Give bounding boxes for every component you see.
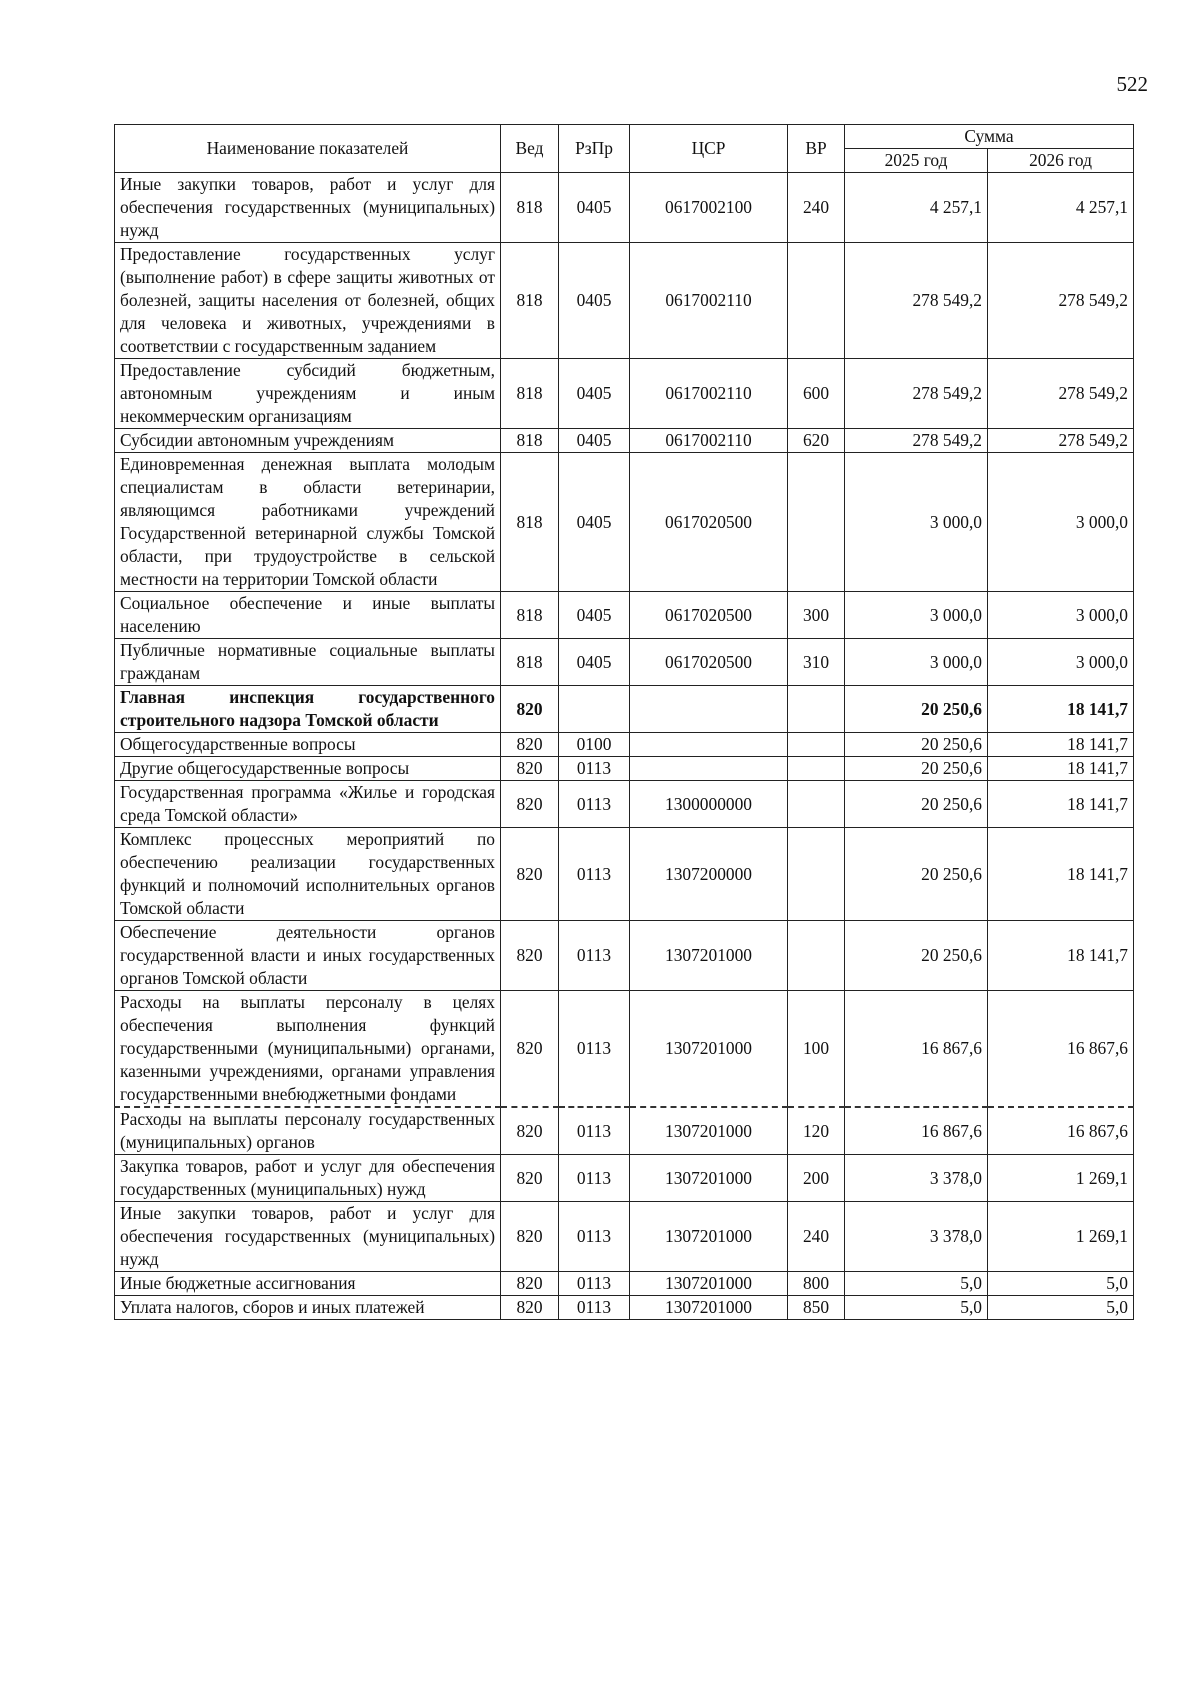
cell-y2025: 3 378,0 bbox=[845, 1155, 988, 1202]
cell-csr: 1307201000 bbox=[630, 991, 788, 1108]
cell-y2026: 18 141,7 bbox=[988, 733, 1134, 757]
header-vr: ВР bbox=[788, 125, 845, 173]
cell-vr: 620 bbox=[788, 429, 845, 453]
cell-rzpr bbox=[559, 686, 630, 733]
cell-ved: 818 bbox=[501, 639, 559, 686]
cell-csr bbox=[630, 757, 788, 781]
cell-csr: 0617020500 bbox=[630, 592, 788, 639]
cell-vr bbox=[788, 243, 845, 359]
page-number: 522 bbox=[1116, 72, 1148, 96]
cell-y2025: 20 250,6 bbox=[845, 781, 988, 828]
cell-name: Обеспечение деятельности органов государственной власти и иных государственных органов Томской области bbox=[115, 921, 501, 991]
table-body bbox=[115, 173, 1134, 1320]
cell-csr: 0617020500 bbox=[630, 639, 788, 686]
cell-y2026: 18 141,7 bbox=[988, 757, 1134, 781]
cell-name: Государственная программа «Жилье и городская среда Томской области» bbox=[115, 781, 501, 828]
table-row bbox=[115, 921, 1134, 991]
cell-name: Общегосударственные вопросы bbox=[115, 733, 501, 757]
cell-vr bbox=[788, 921, 845, 991]
cell-name: Расходы на выплаты персоналу в целях обеспечения выполнения функций государственными (муниципальными) органами, казенными учреждениями, органами управления государственными внебюджетными фондами bbox=[115, 991, 501, 1108]
cell-y2026: 278 549,2 bbox=[988, 243, 1134, 359]
cell-y2026: 18 141,7 bbox=[988, 921, 1134, 991]
cell-rzpr: 0405 bbox=[559, 359, 630, 429]
cell-y2025: 16 867,6 bbox=[845, 1107, 988, 1155]
table-row bbox=[115, 991, 1134, 1108]
cell-name: Комплекс процессных мероприятий по обеспечению реализации государственных функций и полномочий исполнительных органов Томской области bbox=[115, 828, 501, 921]
cell-y2025: 5,0 bbox=[845, 1296, 988, 1320]
cell-vr bbox=[788, 828, 845, 921]
cell-csr: 0617020500 bbox=[630, 453, 788, 592]
cell-ved: 818 bbox=[501, 592, 559, 639]
cell-y2026: 1 269,1 bbox=[988, 1202, 1134, 1272]
cell-y2026: 16 867,6 bbox=[988, 1107, 1134, 1155]
cell-vr bbox=[788, 781, 845, 828]
table-row bbox=[115, 686, 1134, 733]
cell-y2025: 16 867,6 bbox=[845, 991, 988, 1108]
header-2025: 2025 год bbox=[845, 149, 988, 173]
cell-name: Иные закупки товаров, работ и услуг для обеспечения государственных (муниципальных) нужд bbox=[115, 173, 501, 243]
header-2026: 2026 год bbox=[988, 149, 1134, 173]
cell-y2025: 4 257,1 bbox=[845, 173, 988, 243]
cell-csr: 1307201000 bbox=[630, 1155, 788, 1202]
cell-ved: 818 bbox=[501, 453, 559, 592]
cell-name: Иные бюджетные ассигнования bbox=[115, 1272, 501, 1296]
cell-csr: 1307201000 bbox=[630, 1202, 788, 1272]
cell-name: Единовременная денежная выплата молодым специалистам в области ветеринарии, являющимся работниками учреждений Государственной ветеринарной службы Томской области, при трудоустройстве в сельской местности на территории Томской области bbox=[115, 453, 501, 592]
cell-y2025: 5,0 bbox=[845, 1272, 988, 1296]
cell-y2025: 20 250,6 bbox=[845, 733, 988, 757]
cell-rzpr: 0405 bbox=[559, 243, 630, 359]
cell-rzpr: 0405 bbox=[559, 453, 630, 592]
cell-csr: 0617002110 bbox=[630, 359, 788, 429]
table-row bbox=[115, 1155, 1134, 1202]
cell-ved: 820 bbox=[501, 991, 559, 1108]
cell-rzpr: 0405 bbox=[559, 639, 630, 686]
cell-rzpr: 0113 bbox=[559, 1296, 630, 1320]
cell-csr: 0617002100 bbox=[630, 173, 788, 243]
cell-ved: 820 bbox=[501, 733, 559, 757]
cell-vr bbox=[788, 686, 845, 733]
cell-vr: 600 bbox=[788, 359, 845, 429]
cell-name: Другие общегосударственные вопросы bbox=[115, 757, 501, 781]
table-row bbox=[115, 1272, 1134, 1296]
table-row bbox=[115, 1202, 1134, 1272]
table-row bbox=[115, 639, 1134, 686]
cell-rzpr: 0113 bbox=[559, 757, 630, 781]
cell-rzpr: 0113 bbox=[559, 828, 630, 921]
cell-rzpr: 0113 bbox=[559, 1107, 630, 1155]
cell-vr bbox=[788, 453, 845, 592]
cell-y2026: 18 141,7 bbox=[988, 686, 1134, 733]
table-row bbox=[115, 733, 1134, 757]
cell-y2026: 16 867,6 bbox=[988, 991, 1134, 1108]
cell-name: Расходы на выплаты персоналу государственных (муниципальных) органов bbox=[115, 1107, 501, 1155]
header-csr: ЦСР bbox=[630, 125, 788, 173]
cell-y2025: 3 000,0 bbox=[845, 639, 988, 686]
cell-vr: 800 bbox=[788, 1272, 845, 1296]
cell-rzpr: 0113 bbox=[559, 921, 630, 991]
table-row bbox=[115, 1296, 1134, 1320]
header-name: Наименование показателей bbox=[115, 125, 501, 173]
header-sum: Сумма bbox=[845, 125, 1134, 149]
cell-y2025: 278 549,2 bbox=[845, 429, 988, 453]
budget-table bbox=[114, 124, 1134, 1320]
cell-csr: 1307201000 bbox=[630, 1107, 788, 1155]
cell-ved: 820 bbox=[501, 1296, 559, 1320]
cell-ved: 818 bbox=[501, 243, 559, 359]
table-row bbox=[115, 429, 1134, 453]
cell-vr: 240 bbox=[788, 173, 845, 243]
cell-y2026: 18 141,7 bbox=[988, 781, 1134, 828]
cell-name: Субсидии автономным учреждениям bbox=[115, 429, 501, 453]
cell-y2026: 3 000,0 bbox=[988, 592, 1134, 639]
table-row bbox=[115, 592, 1134, 639]
cell-ved: 820 bbox=[501, 686, 559, 733]
cell-csr: 1307201000 bbox=[630, 1272, 788, 1296]
cell-name: Закупка товаров, работ и услуг для обеспечения государственных (муниципальных) нужд bbox=[115, 1155, 501, 1202]
cell-rzpr: 0100 bbox=[559, 733, 630, 757]
cell-vr: 120 bbox=[788, 1107, 845, 1155]
cell-y2025: 20 250,6 bbox=[845, 686, 988, 733]
cell-vr: 200 bbox=[788, 1155, 845, 1202]
cell-y2026: 18 141,7 bbox=[988, 828, 1134, 921]
cell-name: Уплата налогов, сборов и иных платежей bbox=[115, 1296, 501, 1320]
cell-rzpr: 0405 bbox=[559, 429, 630, 453]
table-row bbox=[115, 781, 1134, 828]
cell-vr: 100 bbox=[788, 991, 845, 1108]
cell-y2026: 5,0 bbox=[988, 1272, 1134, 1296]
cell-name: Иные закупки товаров, работ и услуг для обеспечения государственных (муниципальных) нужд bbox=[115, 1202, 501, 1272]
cell-csr: 1307201000 bbox=[630, 921, 788, 991]
cell-name: Предоставление государственных услуг (выполнение работ) в сфере защиты животных от болезней, защиты населения от болезней, общих для человека и животных, учреждениями в соответствии с государственным заданием bbox=[115, 243, 501, 359]
cell-rzpr: 0405 bbox=[559, 173, 630, 243]
cell-csr bbox=[630, 686, 788, 733]
cell-rzpr: 0405 bbox=[559, 592, 630, 639]
cell-ved: 818 bbox=[501, 359, 559, 429]
table-row bbox=[115, 359, 1134, 429]
cell-csr: 1307201000 bbox=[630, 1296, 788, 1320]
cell-y2025: 3 000,0 bbox=[845, 592, 988, 639]
cell-vr: 300 bbox=[788, 592, 845, 639]
cell-vr: 310 bbox=[788, 639, 845, 686]
cell-vr bbox=[788, 757, 845, 781]
cell-y2026: 3 000,0 bbox=[988, 453, 1134, 592]
cell-ved: 820 bbox=[501, 921, 559, 991]
cell-y2026: 3 000,0 bbox=[988, 639, 1134, 686]
cell-y2025: 278 549,2 bbox=[845, 243, 988, 359]
cell-rzpr: 0113 bbox=[559, 1155, 630, 1202]
cell-csr: 0617002110 bbox=[630, 243, 788, 359]
table-row bbox=[115, 453, 1134, 592]
cell-y2026: 5,0 bbox=[988, 1296, 1134, 1320]
cell-y2025: 20 250,6 bbox=[845, 757, 988, 781]
cell-name: Публичные нормативные социальные выплаты гражданам bbox=[115, 639, 501, 686]
cell-vr: 850 bbox=[788, 1296, 845, 1320]
cell-vr: 240 bbox=[788, 1202, 845, 1272]
cell-ved: 818 bbox=[501, 173, 559, 243]
cell-csr: 0617002110 bbox=[630, 429, 788, 453]
cell-y2025: 20 250,6 bbox=[845, 921, 988, 991]
cell-rzpr: 0113 bbox=[559, 991, 630, 1108]
table-row bbox=[115, 828, 1134, 921]
cell-ved: 820 bbox=[501, 781, 559, 828]
cell-rzpr: 0113 bbox=[559, 1272, 630, 1296]
header-rzpr: РзПр bbox=[559, 125, 630, 173]
table-row bbox=[115, 243, 1134, 359]
cell-y2026: 1 269,1 bbox=[988, 1155, 1134, 1202]
cell-y2025: 3 000,0 bbox=[845, 453, 988, 592]
cell-ved: 820 bbox=[501, 1202, 559, 1272]
cell-y2026: 4 257,1 bbox=[988, 173, 1134, 243]
cell-name: Предоставление субсидий бюджетным, автономным учреждениям и иным некоммерческим организациям bbox=[115, 359, 501, 429]
table-row bbox=[115, 757, 1134, 781]
cell-ved: 818 bbox=[501, 429, 559, 453]
header-ved: Вед bbox=[501, 125, 559, 173]
cell-ved: 820 bbox=[501, 1272, 559, 1296]
cell-vr bbox=[788, 733, 845, 757]
cell-name: Социальное обеспечение и иные выплаты населению bbox=[115, 592, 501, 639]
cell-csr: 1300000000 bbox=[630, 781, 788, 828]
cell-y2025: 3 378,0 bbox=[845, 1202, 988, 1272]
table-row bbox=[115, 173, 1134, 243]
cell-rzpr: 0113 bbox=[559, 781, 630, 828]
cell-ved: 820 bbox=[501, 1107, 559, 1155]
cell-y2026: 278 549,2 bbox=[988, 429, 1134, 453]
cell-rzpr: 0113 bbox=[559, 1202, 630, 1272]
cell-ved: 820 bbox=[501, 1155, 559, 1202]
cell-y2025: 20 250,6 bbox=[845, 828, 988, 921]
cell-ved: 820 bbox=[501, 828, 559, 921]
cell-csr bbox=[630, 733, 788, 757]
cell-y2025: 278 549,2 bbox=[845, 359, 988, 429]
cell-y2026: 278 549,2 bbox=[988, 359, 1134, 429]
cell-name: Главная инспекция государственного строительного надзора Томской области bbox=[115, 686, 501, 733]
cell-csr: 1307200000 bbox=[630, 828, 788, 921]
cell-ved: 820 bbox=[501, 757, 559, 781]
table-row bbox=[115, 1107, 1134, 1155]
